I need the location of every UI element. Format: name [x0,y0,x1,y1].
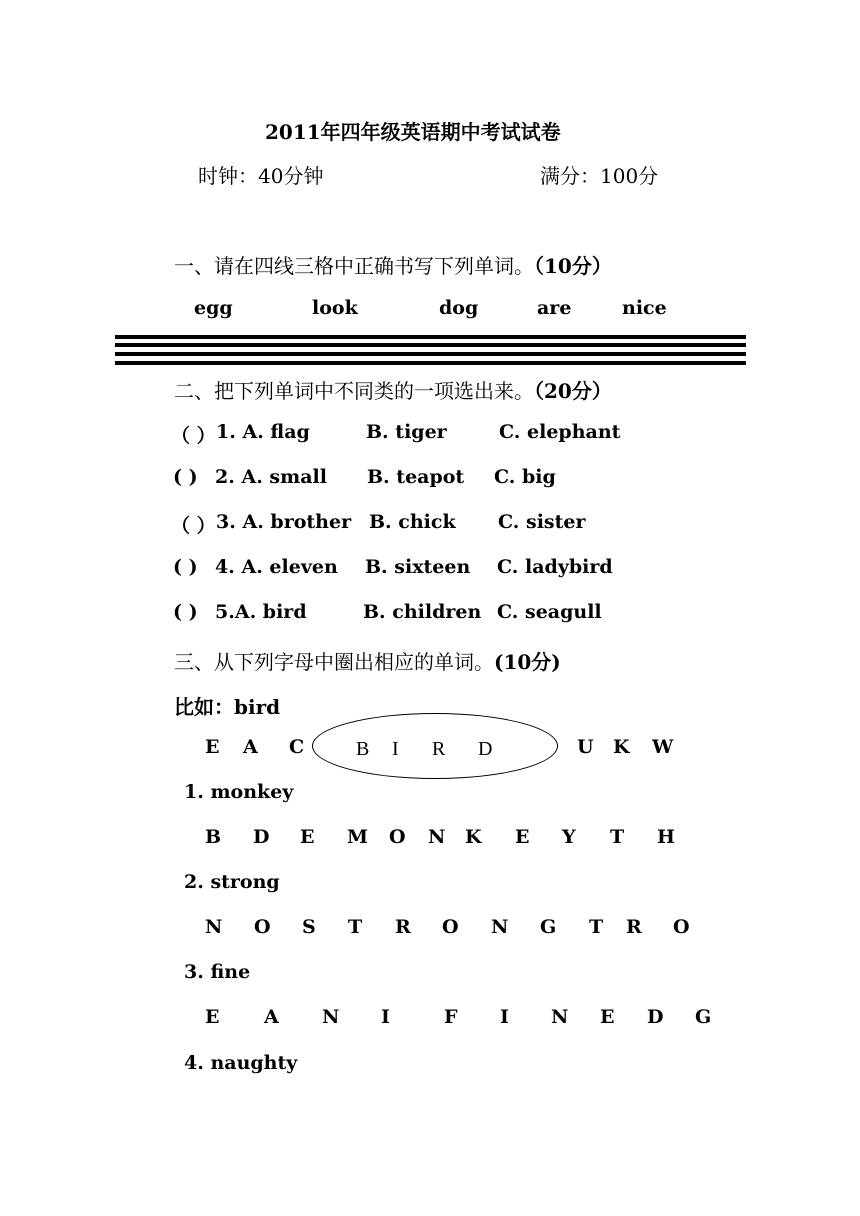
option-c: C. big [494,466,556,488]
letter[interactable]: N [322,1006,340,1028]
letter[interactable]: N [551,1006,569,1028]
letter: K [613,736,630,758]
option-b: B. children [363,601,482,623]
letter[interactable]: E [205,1006,220,1028]
letter[interactable]: G [540,916,557,938]
section-2-points: （20分） [534,379,612,403]
example-label: 比如：bird [174,695,281,719]
letter[interactable]: E [300,826,315,848]
option-b: B. chick [369,511,456,533]
letter[interactable]: N [205,916,223,938]
option-a: 4. A. eleven [215,556,338,578]
letter: U [577,736,594,758]
word-egg: egg [194,297,233,319]
option-c: C. elephant [499,421,621,443]
letter[interactable]: F [444,1006,458,1028]
option-a: 1. A. flag [216,421,310,443]
letter[interactable]: O [673,916,690,938]
exam-full-score: 满分：100分 [540,164,659,188]
section-3-title: 三、从下列字母中圈出相应的单词。 [174,650,494,674]
item-3-word: 3. fine [184,961,251,983]
letter[interactable]: K [465,826,482,848]
word-are: are [537,297,572,319]
letter[interactable]: R [395,916,411,938]
letter: C [289,736,305,758]
letter[interactable]: H [657,826,675,848]
letter[interactable]: I [500,1006,509,1028]
letter[interactable]: O [389,826,406,848]
option-a: 3. A. brother [216,511,352,533]
letter[interactable]: N [491,916,509,938]
option-b: B. tiger [366,421,447,443]
answer-paren[interactable]: （ ） [171,515,216,537]
option-b: B. teapot [367,466,465,488]
letter[interactable]: T [610,826,625,848]
section-3-points: (10分) [494,650,561,674]
answer-paren[interactable]: ( ) [173,466,198,488]
letter[interactable]: A [264,1006,279,1028]
item-1-word: 1. monkey [184,781,294,803]
section-1-points: （10分） [534,254,612,278]
section-2-title: 二、把下列单词中不同类的一项选出来。 [174,379,534,403]
circled-letter: R [432,738,446,760]
letter[interactable]: E [600,1006,615,1028]
letter[interactable]: S [302,916,316,938]
section-1-title: 一、请在四线三格中正确书写下列单词。 [174,254,534,278]
letter[interactable]: T [348,916,363,938]
writing-line-3 [115,352,746,356]
item-4-word: 4. naughty [184,1052,298,1074]
letter[interactable]: M [347,826,369,848]
page-title: 2011年四年级英语期中考试试卷 [265,120,561,144]
option-a: 5.A. bird [215,601,307,623]
option-c: C. sister [498,511,586,533]
writing-line-1 [115,335,746,339]
letter[interactable]: I [381,1006,390,1028]
circled-letter: B [356,738,370,760]
writing-line-2 [115,343,746,347]
circled-letter: D [478,738,493,760]
option-c: C. ladybird [497,556,613,578]
word-dog: dog [439,297,479,319]
section-3-heading [174,646,561,675]
section-2-heading [174,375,612,404]
letter[interactable]: O [442,916,459,938]
option-a: 2. A. small [215,466,327,488]
option-b: B. sixteen [365,556,471,578]
letter[interactable]: G [695,1006,712,1028]
item-2-word: 2. strong [184,871,280,893]
word-look: look [312,297,358,319]
section-1-heading [174,250,612,279]
letter: W [652,736,674,758]
letter[interactable]: E [515,826,530,848]
letter[interactable]: R [626,916,642,938]
letter[interactable]: T [589,916,604,938]
letter: A [243,736,258,758]
word-nice: nice [622,297,667,319]
writing-line-4 [115,361,746,365]
letter[interactable]: B [205,826,222,848]
circled-letter: I [392,738,399,760]
letter[interactable]: D [647,1006,664,1028]
letter[interactable]: N [428,826,446,848]
answer-paren[interactable]: ( ) [173,601,198,623]
option-c: C. seagull [497,601,602,623]
answer-paren[interactable]: ( ) [173,556,198,578]
letter: E [205,736,220,758]
answer-paren[interactable]: （ ） [171,425,216,447]
letter[interactable]: Y [562,826,576,848]
letter[interactable]: O [254,916,271,938]
exam-duration: 时钟：40分钟 [198,164,324,188]
letter[interactable]: D [253,826,270,848]
